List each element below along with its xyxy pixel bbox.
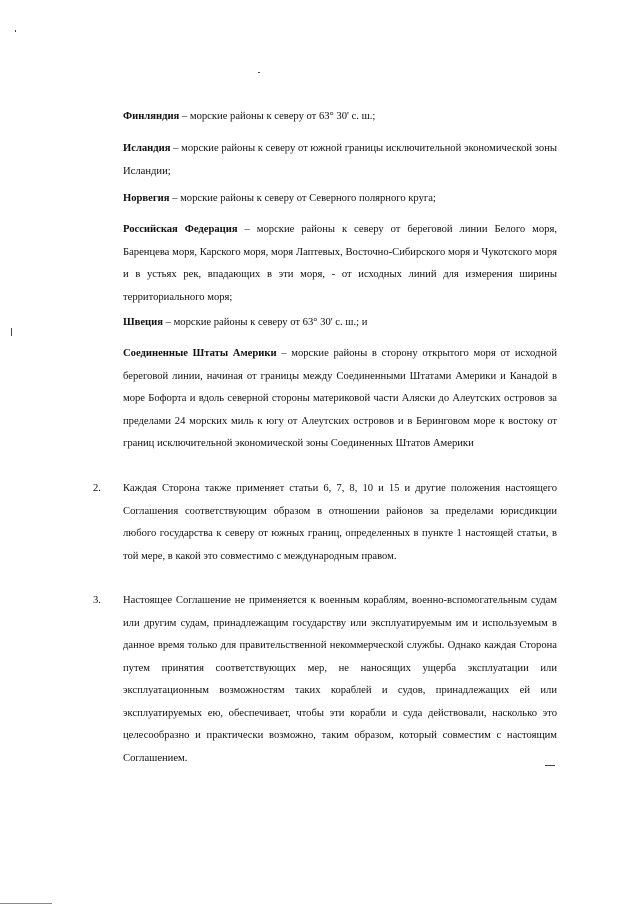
paragraph-text: Каждая Сторона также применяет статьи 6, 7, 8, 10 и 15 и другие положения настоящего Соглашения соответствующим образом в отношении районов за пределами юрисдикции любого государства к северу от южных границ, определенных в пункте 1 настоящей статьи, в той мере, в какой это совместимо с международным правом.	[123, 483, 557, 562]
country-description: – морские районы к северу от 63° 30' с. ш.; и	[163, 317, 368, 328]
scan-speck	[258, 72, 260, 73]
paragraph-number: 3.	[93, 595, 101, 606]
scan-speck	[15, 30, 16, 32]
country-description: – морские районы к северу от 63° 30' с. ш.;	[179, 111, 376, 122]
paragraph-3	[93, 590, 557, 770]
scan-speck	[11, 328, 12, 336]
country-entry-iceland	[123, 138, 557, 183]
country-name: Финляндия	[123, 111, 180, 122]
country-description: – морские районы к северу от южной границы исключительной экономической зоны Исландии;	[123, 143, 557, 177]
country-name: Швеция	[123, 317, 163, 328]
paragraph-2	[93, 478, 557, 568]
country-name: Исландия	[123, 143, 171, 154]
country-entry-norway	[123, 188, 557, 211]
country-name: Соединенные Штаты Америки	[123, 348, 277, 359]
country-description: – морские районы к северу от Северного полярного круга;	[169, 193, 436, 204]
paragraph-number: 2.	[93, 483, 101, 494]
scan-edge-line	[0, 903, 52, 904]
country-entry-sweden	[123, 312, 557, 335]
country-description: – морские районы в сторону открытого моря от исходной береговой линии, начиная от границы между Соединенными Штатами Америки и Канадой в море Бофорта и вдоль северной стороны материковой части Аляски до Алеутских островов за пределами 24 морских миль к югу от Алеутских островов и в Беринговом море к востоку от границ исключительной экономической зоны Соединенных Штатов Америки	[123, 348, 557, 449]
country-description: – морские районы к северу от береговой линии Белого моря, Баренцева моря, Карского моря, моря Лаптевых, Восточно-Сибирского моря и Чукотского моря и в устьях рек, впадающих в эти моря, - от исходных линий для измерения ширины территориального моря;	[123, 224, 557, 303]
country-name: Норвегия	[123, 193, 170, 204]
country-name: Российская Федерация	[123, 224, 238, 235]
paragraph-text: Настоящее Соглашение не применяется к военным кораблям, военно-вспомогательным судам или другим судам, принадлежащим государству или эксплуатируемым им и используемым в данное время только для правительственной некоммерческой службы. Однако каждая Сторона путем принятия соответствующих мер, не наносящих ущерба эксплуатации или эксплуатационным возможностям таких кораблей и судов, принадлежащих ей или эксплуатируемых ею, обеспечивает, чтобы эти корабли и суда действовали, насколько это целесообразно и практически возможно, таким образом, который совместим с настоящим Соглашением.	[123, 595, 557, 764]
country-entry-russia	[123, 219, 557, 309]
country-entry-usa	[123, 343, 557, 456]
country-entry-finland	[123, 106, 557, 129]
